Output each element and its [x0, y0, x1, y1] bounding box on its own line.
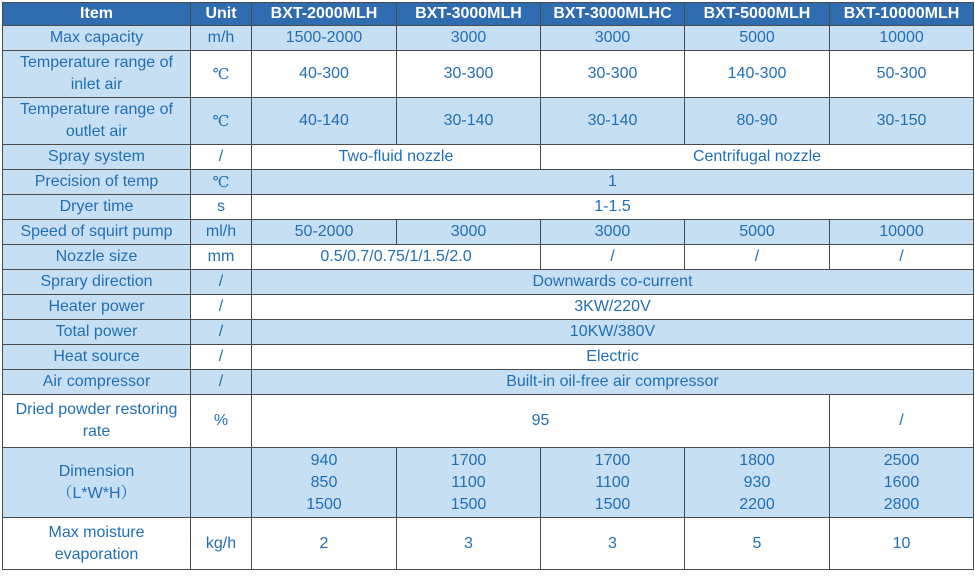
header-model: BXT-10000MLH — [830, 3, 974, 26]
row-unit: s — [191, 195, 252, 220]
table-row — [3, 270, 974, 295]
table-cell: 2 — [252, 518, 397, 570]
table-cell: 50-2000 — [252, 220, 397, 245]
table-cell: 2500 1600 2800 — [830, 448, 974, 518]
table-cell: 3 — [541, 518, 685, 570]
table-row — [3, 26, 974, 51]
table-cell: Centrifugal nozzle — [541, 145, 974, 170]
table-cell: 1 — [252, 170, 974, 195]
row-label: Sprary direction — [3, 270, 191, 295]
table-cell: 940 850 1500 — [252, 448, 397, 518]
table-row — [3, 295, 974, 320]
row-label: Heater power — [3, 295, 191, 320]
row-unit: / — [191, 145, 252, 170]
row-unit: ℃ — [191, 51, 252, 98]
row-unit: kg/h — [191, 518, 252, 570]
row-label: Total power — [3, 320, 191, 345]
table-cell: 3000 — [541, 26, 685, 51]
table-cell: 10000 — [830, 220, 974, 245]
row-label: Nozzle size — [3, 245, 191, 270]
row-unit: / — [191, 270, 252, 295]
header-model: BXT-3000MLH — [397, 3, 541, 26]
table-cell: 30-140 — [397, 98, 541, 145]
table-cell: 30-140 — [541, 98, 685, 145]
table-cell: 3 — [397, 518, 541, 570]
table-cell: 80-90 — [685, 98, 830, 145]
row-unit: / — [191, 345, 252, 370]
row-label: Air compressor — [3, 370, 191, 395]
table-cell: Downwards co-current — [252, 270, 974, 295]
table-cell: 1700 1100 1500 — [541, 448, 685, 518]
table-cell: 30-300 — [397, 51, 541, 98]
row-label: Dryer time — [3, 195, 191, 220]
table-row — [3, 98, 974, 145]
table-cell: 5 — [685, 518, 830, 570]
table-cell: 5000 — [685, 220, 830, 245]
table-cell: / — [541, 245, 685, 270]
table-cell: 10000 — [830, 26, 974, 51]
row-unit — [191, 448, 252, 518]
table-cell: 30-150 — [830, 98, 974, 145]
table-cell: 50-300 — [830, 51, 974, 98]
table-row — [3, 195, 974, 220]
header-model: BXT-2000MLH — [252, 3, 397, 26]
row-unit: / — [191, 370, 252, 395]
table-cell: Built-in oil-free air compressor — [252, 370, 974, 395]
header-model: BXT-5000MLH — [685, 3, 830, 26]
table-cell: 40-140 — [252, 98, 397, 145]
row-unit: ml/h — [191, 220, 252, 245]
row-unit: / — [191, 295, 252, 320]
row-unit: / — [191, 320, 252, 345]
table-row — [3, 518, 974, 570]
table-cell: / — [830, 395, 974, 448]
table-cell: 1500-2000 — [252, 26, 397, 51]
table-cell: / — [685, 245, 830, 270]
header-unit: Unit — [191, 3, 252, 26]
table-cell: 1700 1100 1500 — [397, 448, 541, 518]
row-label: Precision of temp — [3, 170, 191, 195]
table-cell: 1-1.5 — [252, 195, 974, 220]
table-cell: 140-300 — [685, 51, 830, 98]
table-cell: 3000 — [541, 220, 685, 245]
table-cell: 10 — [830, 518, 974, 570]
table-cell: 30-300 — [541, 51, 685, 98]
table-row — [3, 448, 974, 518]
table-cell: 10KW/380V — [252, 320, 974, 345]
row-label: Heat source — [3, 345, 191, 370]
row-label: Max moisture evaporation — [3, 518, 191, 570]
table-row — [3, 245, 974, 270]
table-cell: 1800 930 2200 — [685, 448, 830, 518]
table-row — [3, 145, 974, 170]
row-label: Temperature range of inlet air — [3, 51, 191, 98]
row-unit: mm — [191, 245, 252, 270]
specification-table — [2, 2, 974, 570]
table-cell: Electric — [252, 345, 974, 370]
table-row — [3, 220, 974, 245]
table-row — [3, 320, 974, 345]
row-label: Spray system — [3, 145, 191, 170]
row-unit: ℃ — [191, 170, 252, 195]
table-cell: 95 — [252, 395, 830, 448]
header-model: BXT-3000MLHC — [541, 3, 685, 26]
header-item: Item — [3, 3, 191, 26]
table-cell: 3KW/220V — [252, 295, 974, 320]
table-row — [3, 395, 974, 448]
table-row — [3, 345, 974, 370]
row-label: Temperature range of outlet air — [3, 98, 191, 145]
table-row — [3, 370, 974, 395]
row-label: Dried powder restoring rate — [3, 395, 191, 448]
table-cell: 3000 — [397, 220, 541, 245]
table-cell: 0.5/0.7/0.75/1/1.5/2.0 — [252, 245, 541, 270]
header-row — [3, 3, 974, 26]
table-cell: Two-fluid nozzle — [252, 145, 541, 170]
row-unit: % — [191, 395, 252, 448]
table-cell: 40-300 — [252, 51, 397, 98]
row-label: Speed of squirt pump — [3, 220, 191, 245]
table-row — [3, 51, 974, 98]
row-label: Dimension （L*W*H） — [3, 448, 191, 518]
table-cell: 5000 — [685, 26, 830, 51]
table-cell: 3000 — [397, 26, 541, 51]
row-unit: m/h — [191, 26, 252, 51]
table-cell: / — [830, 245, 974, 270]
row-unit: ℃ — [191, 98, 252, 145]
table-row — [3, 170, 974, 195]
row-label: Max capacity — [3, 26, 191, 51]
